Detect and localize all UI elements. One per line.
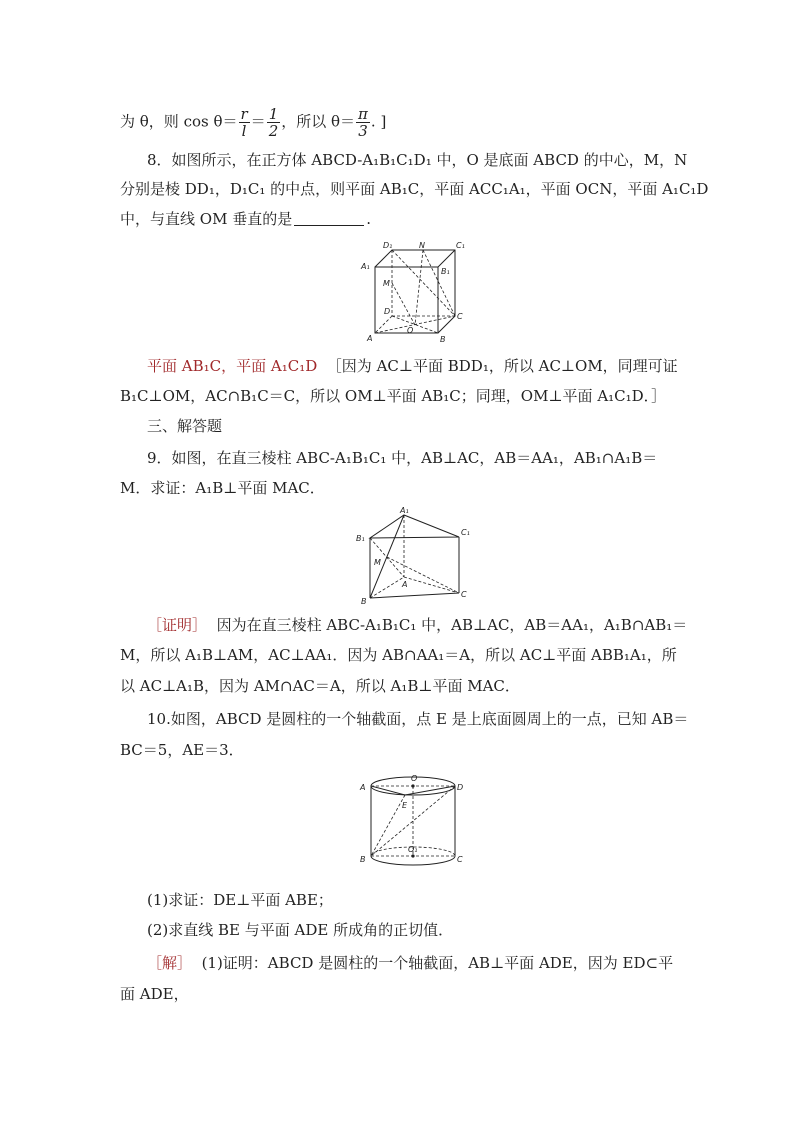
text-segment: . ] <box>370 112 387 131</box>
text-segment: . <box>366 210 371 228</box>
label-C1: C₁ <box>456 241 465 250</box>
label-B1: B₁ <box>356 534 365 543</box>
fraction <box>267 106 281 139</box>
label-A1: A₁ <box>400 506 409 515</box>
question-9-line-1: 9．如图，在直三棱柱 ABC-A₁B₁C₁ 中，AB⊥AC，AB＝AA₁，AB₁∩A₁B＝ <box>147 449 658 467</box>
segment-nc <box>423 250 455 316</box>
solution-10-line-2: 面 ADE， <box>120 985 189 1003</box>
proof-9-line-1 <box>147 615 687 635</box>
prism-figure <box>352 505 477 605</box>
question-10-line-2: BC＝5，AE＝3． <box>120 741 244 759</box>
label-D: D <box>384 307 391 316</box>
cube-hidden-edge <box>375 316 392 333</box>
fraction <box>356 106 370 139</box>
label-B1: B₁ <box>441 267 450 276</box>
label-A: A <box>360 783 366 792</box>
label-C: C <box>457 855 463 864</box>
answer-highlight: 平面 AB₁C，平面 A₁C₁D <box>147 357 318 375</box>
label-A: A <box>367 334 373 343</box>
segment-eb <box>371 795 405 856</box>
segment-mo <box>392 283 415 325</box>
answer-8-line-2: B₁C⊥OM，AC∩B₁C＝C，所以 OM⊥平面 AB₁C；同理，OM⊥平面 A₁C₁D．］ <box>120 387 667 405</box>
text-segment: 为 θ，则 cos θ＝ <box>120 112 238 131</box>
label-M: M <box>383 279 390 288</box>
question-8-line-3 <box>120 209 371 229</box>
solution-10-line-1 <box>147 953 673 973</box>
label-A1: A₁ <box>361 262 370 271</box>
numerator: r <box>240 105 248 123</box>
point-O <box>411 784 414 787</box>
label-E: E <box>402 801 408 810</box>
label-C1: C₁ <box>461 528 470 537</box>
label-C: C <box>457 312 463 321</box>
text-segment: (1)证明：ABCD 是圆柱的一个轴截面，AB⊥平面 ADE，因为 ED⊂平 <box>201 954 674 972</box>
text-segment: ［因为 AC⊥平面 BDD₁，所以 AC⊥OM，同理可证 <box>326 357 678 375</box>
text-segment: 因为在直三棱柱 ABC-A₁B₁C₁ 中，AB⊥AC，AB＝AA₁，A₁B∩AB₁＝ <box>216 616 688 634</box>
prism-hidden-edge-ab <box>370 577 404 598</box>
cube-edge <box>438 250 455 267</box>
segment-mc <box>387 557 459 593</box>
fraction <box>239 106 250 139</box>
cube-figure <box>355 238 470 348</box>
proof-9-line-3: 以 AC⊥A₁B，因为 AM∩AC＝A，所以 A₁B⊥平面 MAC． <box>120 677 520 695</box>
denominator: 2 <box>268 122 279 140</box>
label-O: O <box>407 326 414 335</box>
question-8-line-2: 分别是棱 DD₁，D₁C₁ 的中点，则平面 AB₁C，平面 ACC₁A₁，平面 OCN，平面 A₁C₁D <box>120 180 709 198</box>
denominator: l <box>241 122 247 140</box>
answer-8-line-1 <box>147 356 678 376</box>
question-10-sub-2: (2)求直线 BE 与平面 ADE 所成角的正切值． <box>147 921 454 939</box>
question-9-line-2: M．求证：A₁B⊥平面 MAC． <box>120 479 325 497</box>
label-D1: D₁ <box>383 241 393 250</box>
proof-tag: ［证明］ <box>147 616 208 634</box>
answer-blank <box>294 211 364 226</box>
cylinder-figure <box>355 768 470 873</box>
proof-9-line-2: M，所以 A₁B⊥AM，AC⊥AA₁．因为 AB∩AA₁＝A，所以 AC⊥平面 ABB₁A₁，所 <box>120 646 677 664</box>
label-O: O <box>411 774 418 783</box>
label-B: B <box>361 597 367 605</box>
prism-hidden-edge-ac <box>404 577 459 593</box>
text-segment: ，所以 θ＝ <box>281 112 356 131</box>
prism-edge-bc <box>370 593 459 598</box>
text-segment: ＝ <box>250 112 266 131</box>
question-8-line-1: 8．如图所示，在正方体 ABCD-A₁B₁C₁D₁ 中，O 是底面 ABCD 的中心，M，N <box>147 151 688 169</box>
label-O1: O₁ <box>408 845 418 854</box>
numerator: π <box>358 105 368 123</box>
label-N: N <box>419 241 425 250</box>
solution-tag: ［解］ <box>147 954 193 972</box>
point-O1 <box>411 854 414 857</box>
section-heading: 三、解答题 <box>147 417 223 435</box>
question-10-sub-1: (1)求证：DE⊥平面 ABE； <box>147 891 333 909</box>
label-B: B <box>440 335 446 344</box>
denominator: 3 <box>358 122 368 140</box>
prism-top-face <box>370 515 459 538</box>
label-B: B <box>360 855 366 864</box>
label-A: A <box>402 580 408 589</box>
text-segment: 中，与直线 OM 垂直的是 <box>120 210 293 228</box>
segment-a1b <box>370 515 404 598</box>
label-M: M <box>374 558 381 567</box>
answer-7-tail <box>120 106 386 139</box>
question-10-line-1: 10.如图，ABCD 是圆柱的一个轴截面，点 E 是上底面圆周上的一点，已知 AB＝ <box>147 710 689 728</box>
numerator: 1 <box>268 105 279 123</box>
label-C: C <box>461 590 467 599</box>
label-D: D <box>457 783 464 792</box>
segment-no <box>415 250 423 325</box>
